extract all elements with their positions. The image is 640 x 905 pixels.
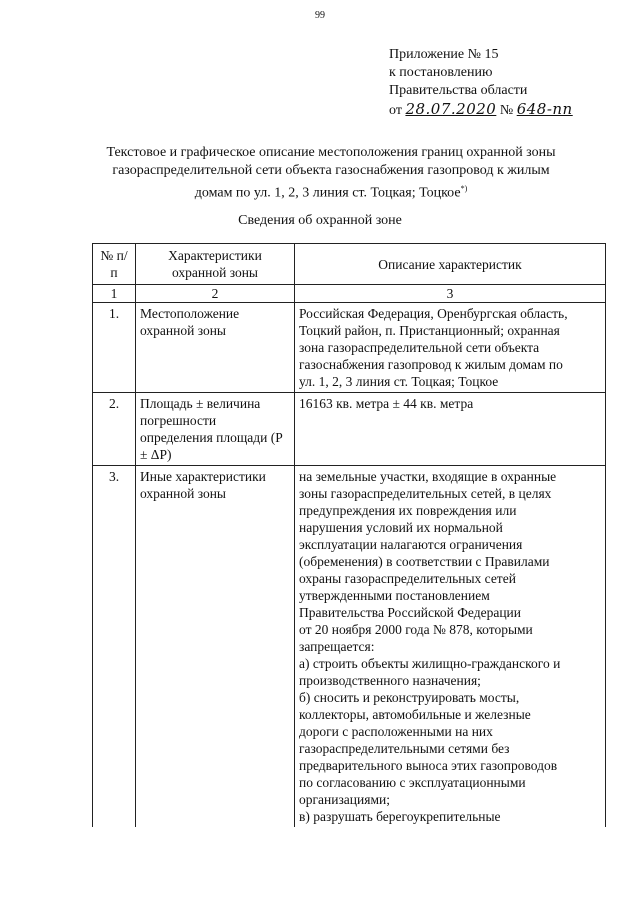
description-line: нарушения условий их нормальной — [299, 520, 503, 535]
description-line: утвержденными постановлением — [299, 588, 490, 603]
description-line: Правительства Российской Федерации — [299, 605, 521, 620]
title-line-1: Текстовое и графическое описание местоположения границ охранной зоны — [106, 145, 556, 160]
title-footnote-mark: *) — [460, 184, 468, 193]
annex-header — [389, 46, 573, 120]
description-line: зоны газораспределительных сетей, в целях — [299, 486, 552, 501]
title-line-3-text: домам по ул. 1, 2, 3 линия ст. Тоцкая; Тоцкое — [194, 185, 461, 201]
description-line: а) строить объекты жилищно-гражданского и — [299, 656, 561, 671]
description-line: газораспределительными сетями без — [299, 741, 510, 756]
annex-line-3: Правительства области — [389, 83, 528, 98]
description-line: от 20 ноября 2000 года № 878, которыми — [299, 622, 533, 637]
description-line: в) разрушать берегоукрепительные — [299, 809, 501, 824]
row-description — [295, 466, 606, 828]
page-number: 99 — [315, 10, 325, 21]
header-num: № п/п — [93, 244, 136, 285]
description-line: (обременения) в соответствии с Правилами — [299, 554, 550, 569]
document-title — [60, 144, 602, 203]
description-line: организациями; — [299, 792, 390, 807]
row-characteristic: Иные характеристики охранной зоны — [136, 466, 295, 828]
annex-number-handwritten: 648-пп — [516, 100, 573, 118]
annex-from-prefix: от — [389, 103, 402, 118]
index-cell-1: 1 — [93, 285, 136, 303]
header-characteristic: Характеристики охранной зоны — [136, 244, 295, 285]
description-line: ул. 1, 2, 3 линия ст. Тоцкая; Тоцкое — [299, 374, 499, 389]
description-line: коллекторы, автомобильные и железные — [299, 707, 531, 722]
row-num: 2. — [93, 393, 136, 466]
table-row — [93, 393, 606, 466]
row-description — [295, 393, 606, 466]
description-line: зона газораспределительной сети объекта — [299, 340, 540, 355]
row-num: 3. — [93, 466, 136, 828]
description-line: б) сносить и реконструировать мосты, — [299, 690, 520, 705]
table-row — [93, 303, 606, 393]
description-line: запрещается: — [299, 639, 375, 654]
row-description — [295, 303, 606, 393]
row-characteristic: Площадь ± величина погрешности определения площади (Р ± ΔР) — [136, 393, 295, 466]
title-line-2: газораспределительной сети объекта газоснабжения газопровод к жилым — [112, 163, 550, 178]
index-cell-3: 3 — [295, 285, 606, 303]
description-line: по согласованию с эксплуатационными — [299, 775, 526, 790]
annex-number-sign: № — [499, 103, 514, 118]
annex-line-2: к постановлению — [389, 65, 493, 80]
description-line: предварительного выноса этих газопроводов — [299, 758, 558, 773]
annex-date-line — [389, 100, 573, 120]
row-characteristic: Местоположение охранной зоны — [136, 303, 295, 393]
description-line: 16163 кв. метра ± 44 кв. метра — [299, 396, 474, 411]
protected-zone-table — [92, 243, 606, 827]
description-line: предупреждения их повреждения или — [299, 503, 517, 518]
description-line: охраны газораспределительных сетей — [299, 571, 516, 586]
title-line-3 — [60, 180, 602, 203]
table-index-row — [93, 285, 606, 303]
annex-date-handwritten: 28.07.2020 — [405, 100, 497, 118]
section-subtitle: Сведения об охранной зоне — [238, 213, 402, 228]
index-cell-2: 2 — [136, 285, 295, 303]
annex-line-1: Приложение № 15 — [389, 47, 499, 62]
description-line: Российская Федерация, Оренбургская область, — [299, 306, 568, 321]
table-header-row — [93, 244, 606, 285]
description-line: дороги с расположенными на них — [299, 724, 493, 739]
header-description: Описание характеристик — [295, 244, 606, 285]
description-line: на земельные участки, входящие в охранные — [299, 469, 557, 484]
description-line: эксплуатации налагаются ограничения — [299, 537, 523, 552]
description-line: Тоцкий район, п. Пристанционный; охранная — [299, 323, 560, 338]
table-row — [93, 466, 606, 828]
row-num: 1. — [93, 303, 136, 393]
description-line: газоснабжения газопровод к жилым домам по — [299, 357, 563, 372]
description-line: производственного назначения; — [299, 673, 481, 688]
